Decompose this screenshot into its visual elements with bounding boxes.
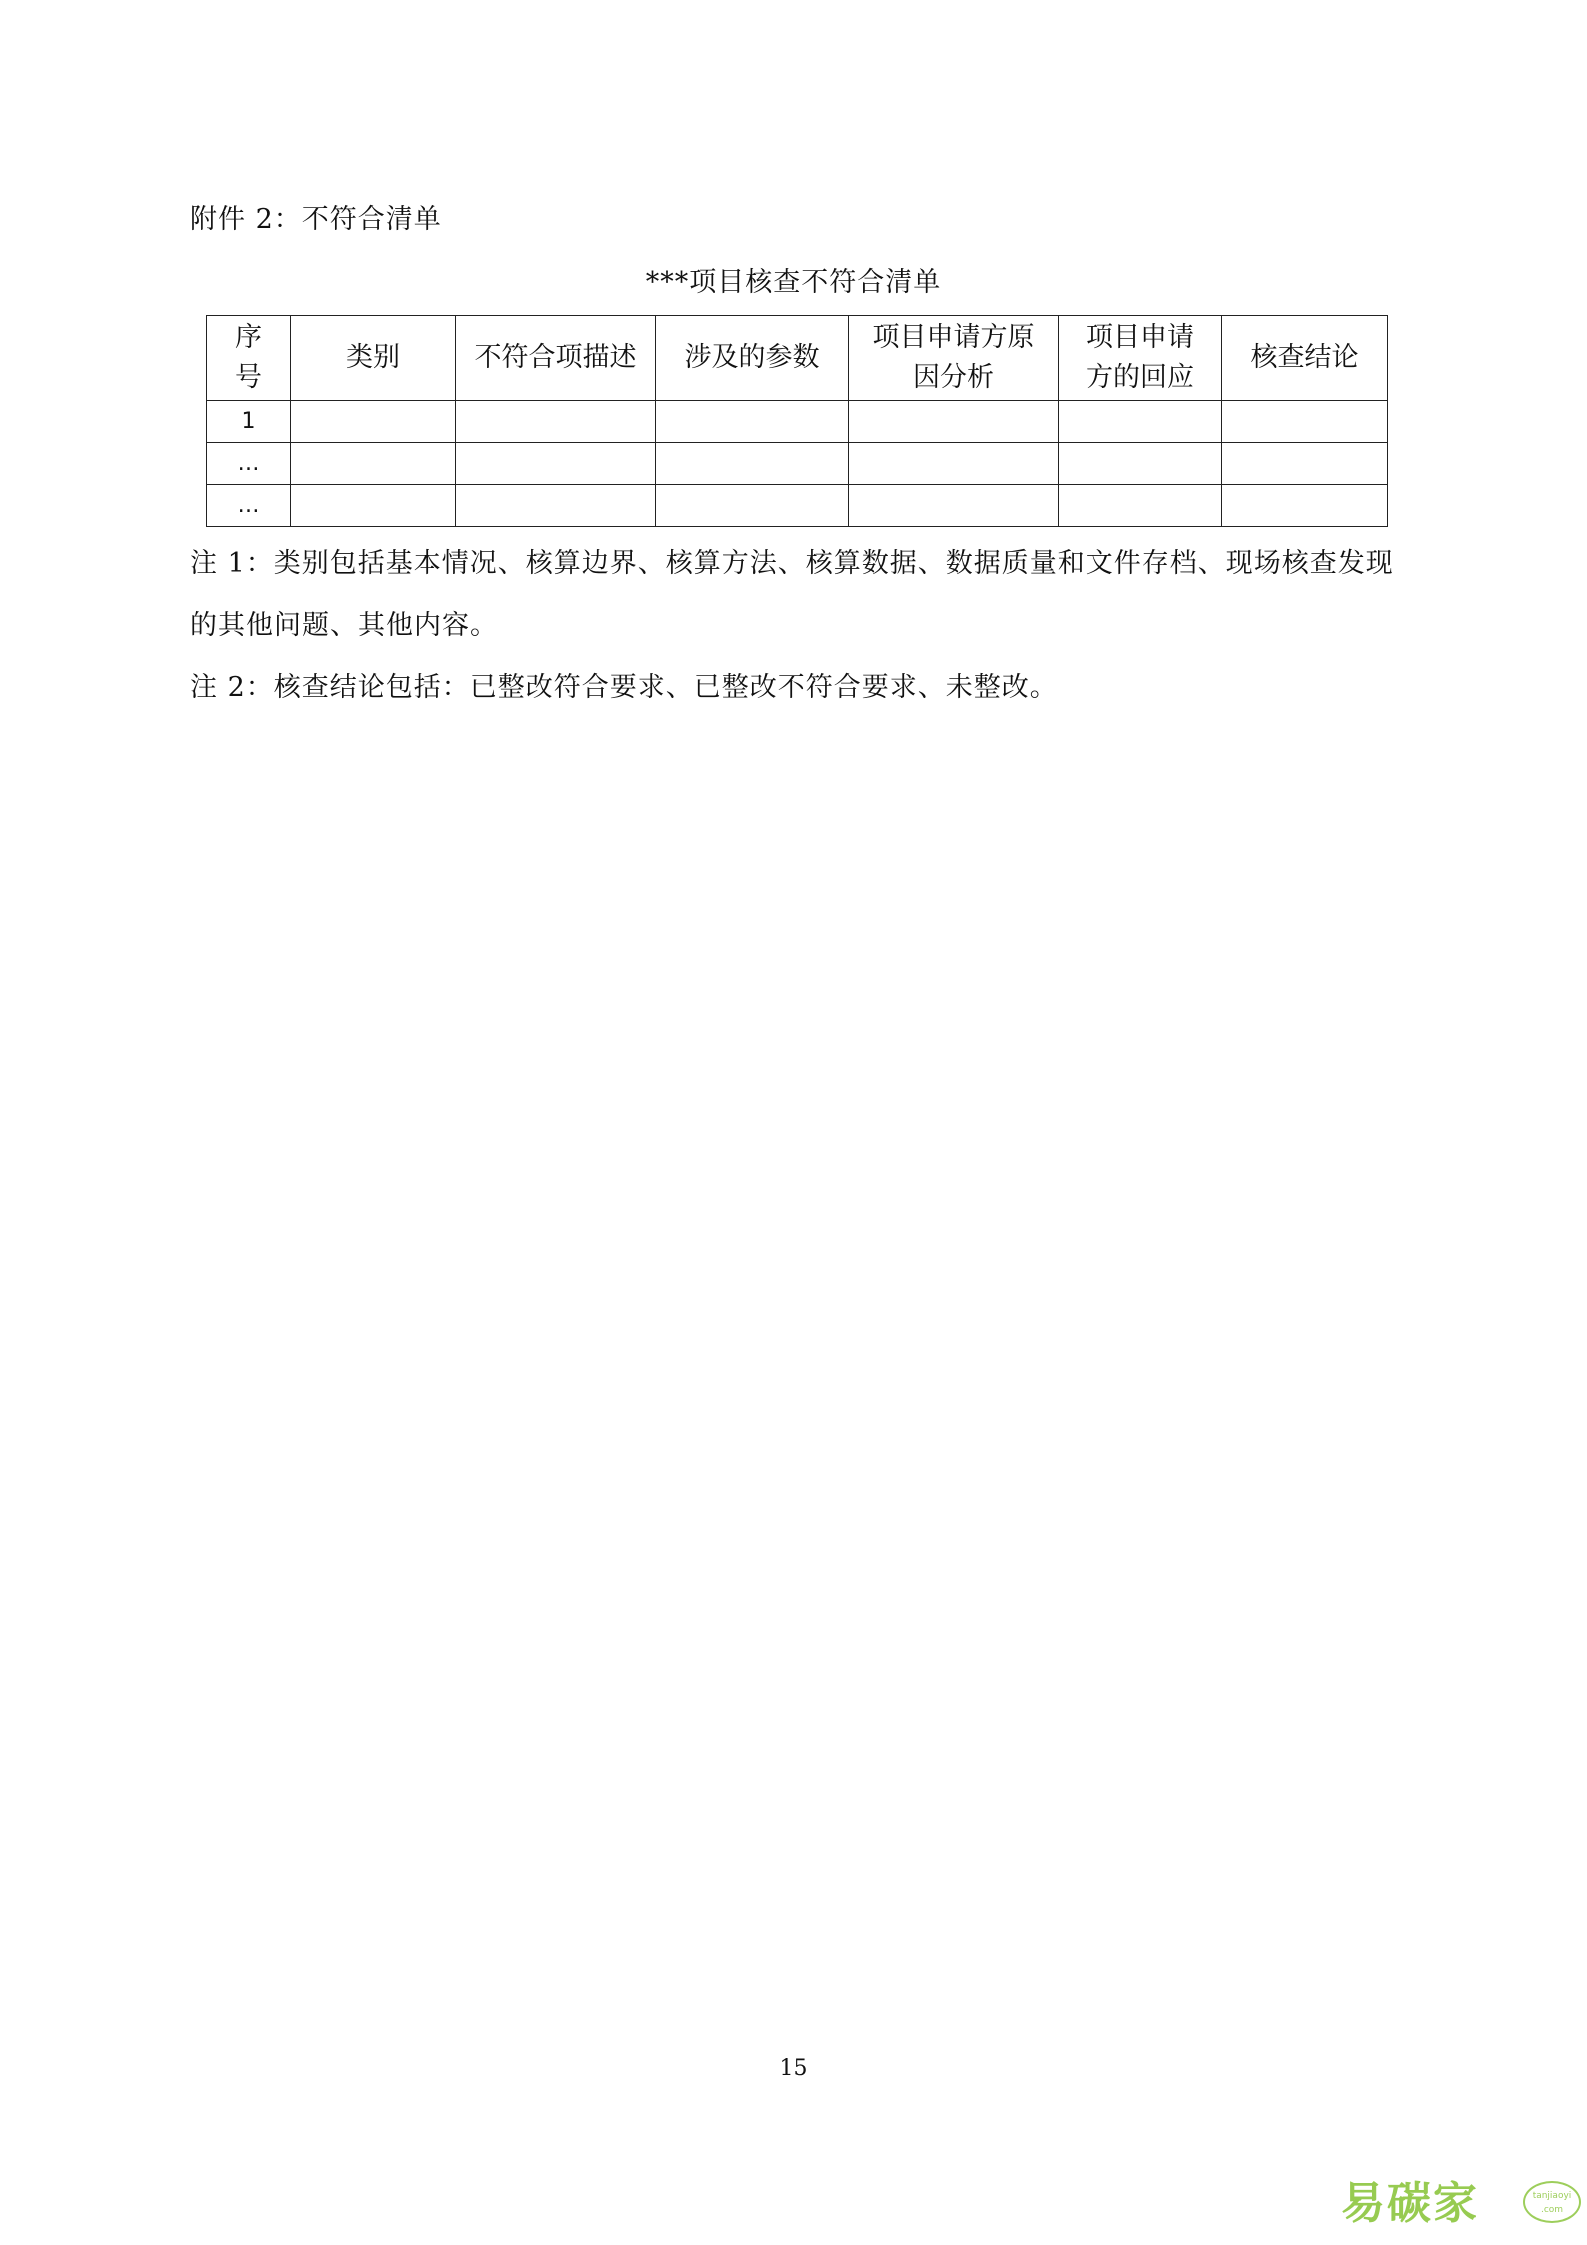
table-row: [207, 443, 1388, 485]
watermark-logo: [1341, 2173, 1581, 2235]
table-cell: [849, 443, 1059, 485]
header-response: 项目申请 方的回应: [1059, 316, 1222, 401]
table-body: [207, 401, 1388, 527]
table-cell: 1: [207, 401, 291, 443]
note-2: 注 2：核查结论包括：已整改符合要求、已整改不符合要求、未整改。: [190, 672, 1058, 703]
table-cell: [291, 401, 456, 443]
header-seq: 序 号: [207, 316, 291, 401]
table-cell: [1059, 485, 1222, 527]
table-cell: [1222, 485, 1388, 527]
page-number: 15: [779, 2056, 808, 2081]
table-cell: [656, 401, 849, 443]
header-conclusion: 核查结论: [1222, 316, 1388, 401]
table-cell: [291, 485, 456, 527]
table-header-row: [207, 316, 1388, 401]
table-cell: …: [207, 443, 291, 485]
header-description: 不符合项描述: [456, 316, 656, 401]
table-cell: [656, 443, 849, 485]
table-cell: [1059, 443, 1222, 485]
table-cell: …: [207, 485, 291, 527]
table-cell: [849, 485, 1059, 527]
table-row: [207, 485, 1388, 527]
table-cell: [456, 401, 656, 443]
table-cell: [456, 485, 656, 527]
table-row: [207, 401, 1388, 443]
watermark-badge: tanjiaoyi .com: [1523, 2181, 1581, 2223]
header-cause-analysis: 项目申请方原 因分析: [849, 316, 1059, 401]
nonconformity-table: [206, 315, 1388, 527]
table-cell: [1222, 443, 1388, 485]
attachment-heading: 附件 2：不符合清单: [190, 204, 442, 235]
watermark-logo-text: 易碳家: [1341, 2178, 1479, 2229]
table-cell: [1059, 401, 1222, 443]
table-cell: [456, 443, 656, 485]
table-title: ***项目核查不符合清单: [645, 267, 942, 298]
header-parameters: 涉及的参数: [656, 316, 849, 401]
table-cell: [849, 401, 1059, 443]
header-category: 类别: [291, 316, 456, 401]
note-1: 注 1：类别包括基本情况、核算边界、核算方法、核算数据、数据质量和文件存档、现场核查发现的其他问题、其他内容。: [190, 548, 1394, 641]
table-cell: [656, 485, 849, 527]
table-cell: [291, 443, 456, 485]
table-cell: [1222, 401, 1388, 443]
